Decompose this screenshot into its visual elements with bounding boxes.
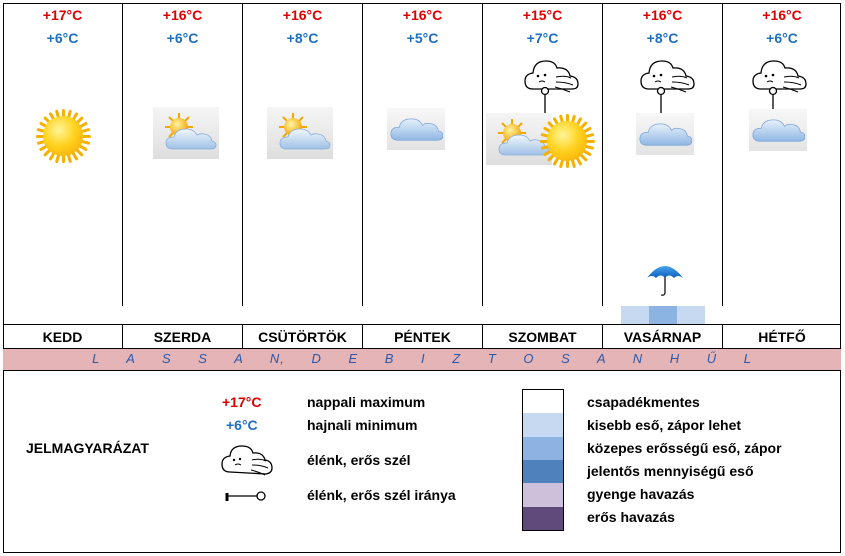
- legend-wind-label: élénk, erős szél: [307, 452, 411, 468]
- legend-wind-direction-icon: [224, 488, 268, 504]
- legend-wind-icon: [218, 438, 278, 486]
- day-name: PÉNTEK: [363, 325, 483, 348]
- sun-icon: [539, 113, 595, 169]
- precipitation-cell: [677, 306, 705, 324]
- sun-icon: [35, 108, 91, 164]
- scale-label: erős havazás: [587, 509, 675, 525]
- scale-swatch: [523, 460, 563, 484]
- min-temperature: +5°C: [406, 30, 439, 46]
- cloud-icon: [387, 108, 445, 150]
- day-name-row: [3, 325, 841, 349]
- legend-max-label: nappali maximum: [307, 394, 426, 410]
- sun-core: [43, 116, 82, 155]
- day-column: [603, 3, 723, 306]
- day-column: [243, 3, 363, 306]
- scale-label: gyenge havazás: [587, 486, 695, 502]
- cloud-icon: [636, 113, 694, 155]
- day-column: [723, 3, 841, 306]
- max-temperature: +16°C: [402, 7, 443, 23]
- headline-text: L A S S A N, D E B I Z T O S A N H Ű L: [92, 351, 752, 366]
- sun-core: [547, 121, 586, 160]
- precipitation-cell: [649, 306, 677, 324]
- min-temperature: +8°C: [286, 30, 319, 46]
- scale-label: közepes erősségű eső, zápor: [587, 440, 782, 456]
- precipitation-cell: [621, 306, 649, 324]
- scale-swatch: [523, 413, 563, 437]
- max-temperature: +16°C: [282, 7, 323, 23]
- legend-wind-direction-label: élénk, erős szél iránya: [307, 487, 456, 503]
- umbrella-icon: [645, 258, 685, 303]
- day-column: [123, 3, 243, 306]
- day-column: [363, 3, 483, 306]
- legend-min-label: hajnali minimum: [307, 417, 418, 433]
- headline-banner: [3, 349, 841, 371]
- min-temperature: +6°C: [46, 30, 79, 46]
- scale-label: csapadékmentes: [587, 394, 700, 410]
- day-name: SZERDA: [123, 325, 243, 348]
- scale-swatch: [523, 437, 563, 461]
- day-name: SZOMBAT: [483, 325, 603, 348]
- scale-label: jelentős mennyiségű eső: [587, 463, 754, 479]
- day-name: CSÜTÖRTÖK: [243, 325, 363, 348]
- partly-cloudy-icon: [267, 107, 333, 159]
- min-temperature: +8°C: [646, 30, 679, 46]
- scale-swatch: [523, 483, 563, 507]
- min-temperature: +6°C: [166, 30, 199, 46]
- cloud-icon: [749, 109, 807, 151]
- precipitation-row: [3, 306, 841, 325]
- day-column: [3, 3, 123, 306]
- max-temperature: +17°C: [42, 7, 83, 23]
- legend-min-example: +6°C: [226, 417, 258, 433]
- legend-max-example: +17°C: [222, 394, 262, 410]
- scale-swatch: [523, 390, 563, 414]
- day-name: HÉTFŐ: [758, 329, 806, 345]
- day-column: [483, 3, 603, 306]
- max-temperature: +16°C: [762, 7, 802, 23]
- scale-swatch: [523, 507, 563, 531]
- day-name: VASÁRNAP: [603, 325, 723, 348]
- legend-title: JELMAGYARÁZAT: [26, 440, 149, 456]
- min-temperature: +6°C: [766, 30, 798, 46]
- day-name: KEDD: [3, 325, 123, 348]
- precipitation-scale: [522, 389, 564, 531]
- scale-label: kisebb eső, zápor lehet: [587, 417, 742, 433]
- partly-cloudy-icon: [153, 107, 219, 159]
- min-temperature: +7°C: [526, 30, 559, 46]
- max-temperature: +16°C: [162, 7, 203, 23]
- max-temperature: +16°C: [642, 7, 683, 23]
- max-temperature: +15°C: [522, 7, 563, 23]
